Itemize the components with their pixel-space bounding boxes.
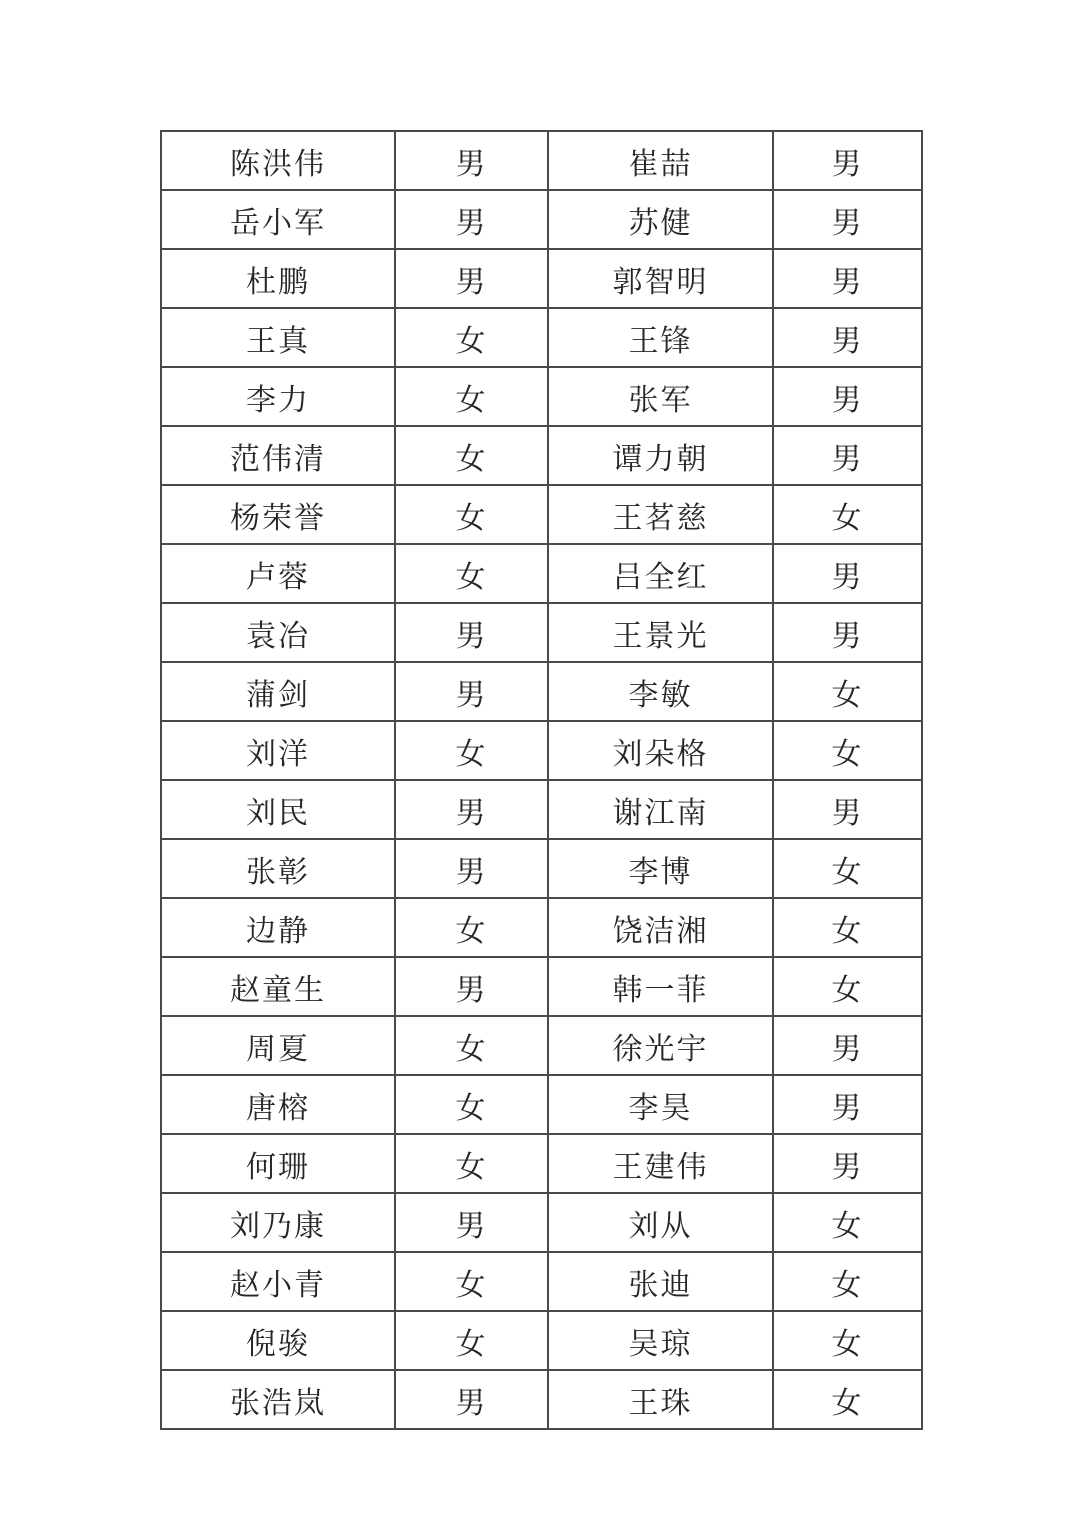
name-cell-right: 李敏 <box>548 662 773 721</box>
name-cell-right: 崔喆 <box>548 131 773 190</box>
gender-cell-right: 女 <box>773 898 922 957</box>
gender-cell-right: 男 <box>773 1016 922 1075</box>
gender-cell-right: 男 <box>773 1075 922 1134</box>
name-cell-left: 边静 <box>161 898 395 957</box>
gender-cell-left: 女 <box>395 898 548 957</box>
name-cell-right: 王锋 <box>548 308 773 367</box>
name-cell-left: 杜鹏 <box>161 249 395 308</box>
gender-cell-right: 男 <box>773 544 922 603</box>
name-cell-left: 张浩岚 <box>161 1370 395 1429</box>
gender-cell-left: 女 <box>395 1252 548 1311</box>
table-row <box>161 957 922 1016</box>
name-cell-right: 谭力朝 <box>548 426 773 485</box>
gender-cell-right: 女 <box>773 1311 922 1370</box>
table-row <box>161 367 922 426</box>
name-gender-roster-table <box>160 130 923 1430</box>
gender-cell-right: 女 <box>773 721 922 780</box>
gender-cell-left: 男 <box>395 1370 548 1429</box>
table-row <box>161 898 922 957</box>
table-row <box>161 426 922 485</box>
name-cell-left: 陈洪伟 <box>161 131 395 190</box>
gender-cell-right: 女 <box>773 957 922 1016</box>
gender-cell-left: 男 <box>395 957 548 1016</box>
name-cell-right: 徐光宇 <box>548 1016 773 1075</box>
gender-cell-right: 女 <box>773 662 922 721</box>
name-cell-left: 赵童生 <box>161 957 395 1016</box>
name-cell-left: 李力 <box>161 367 395 426</box>
table-row <box>161 249 922 308</box>
name-cell-right: 谢江南 <box>548 780 773 839</box>
gender-cell-left: 男 <box>395 249 548 308</box>
name-cell-left: 刘民 <box>161 780 395 839</box>
gender-cell-left: 女 <box>395 1075 548 1134</box>
gender-cell-left: 男 <box>395 603 548 662</box>
name-cell-left: 周夏 <box>161 1016 395 1075</box>
name-cell-right: 张迪 <box>548 1252 773 1311</box>
name-cell-left: 杨荣誉 <box>161 485 395 544</box>
table-row <box>161 603 922 662</box>
name-cell-right: 吕全红 <box>548 544 773 603</box>
name-cell-right: 王景光 <box>548 603 773 662</box>
name-cell-left: 刘洋 <box>161 721 395 780</box>
roster-table-body <box>161 131 922 1429</box>
table-row <box>161 662 922 721</box>
gender-cell-right: 女 <box>773 839 922 898</box>
gender-cell-left: 女 <box>395 367 548 426</box>
name-cell-left: 蒲剑 <box>161 662 395 721</box>
table-row <box>161 190 922 249</box>
table-row <box>161 780 922 839</box>
table-row <box>161 839 922 898</box>
gender-cell-left: 男 <box>395 131 548 190</box>
name-cell-right: 李博 <box>548 839 773 898</box>
table-row <box>161 1370 922 1429</box>
gender-cell-right: 男 <box>773 367 922 426</box>
name-cell-left: 张彰 <box>161 839 395 898</box>
table-row <box>161 1311 922 1370</box>
name-cell-right: 苏健 <box>548 190 773 249</box>
gender-cell-left: 女 <box>395 1311 548 1370</box>
gender-cell-right: 男 <box>773 249 922 308</box>
table-row <box>161 1193 922 1252</box>
gender-cell-right: 女 <box>773 1193 922 1252</box>
gender-cell-left: 女 <box>395 721 548 780</box>
name-cell-left: 岳小军 <box>161 190 395 249</box>
name-cell-left: 倪骏 <box>161 1311 395 1370</box>
table-row <box>161 485 922 544</box>
table-row <box>161 544 922 603</box>
gender-cell-left: 男 <box>395 780 548 839</box>
table-row <box>161 1134 922 1193</box>
gender-cell-left: 女 <box>395 1016 548 1075</box>
name-cell-right: 李昊 <box>548 1075 773 1134</box>
table-row <box>161 308 922 367</box>
table-row <box>161 1016 922 1075</box>
gender-cell-left: 女 <box>395 1134 548 1193</box>
name-cell-left: 袁冶 <box>161 603 395 662</box>
table-row <box>161 1252 922 1311</box>
gender-cell-left: 男 <box>395 1193 548 1252</box>
name-cell-right: 韩一菲 <box>548 957 773 1016</box>
name-cell-right: 王建伟 <box>548 1134 773 1193</box>
gender-cell-right: 男 <box>773 1134 922 1193</box>
gender-cell-left: 男 <box>395 190 548 249</box>
table-row <box>161 1075 922 1134</box>
name-cell-left: 唐榕 <box>161 1075 395 1134</box>
name-cell-right: 刘从 <box>548 1193 773 1252</box>
gender-cell-right: 女 <box>773 1252 922 1311</box>
gender-cell-right: 女 <box>773 1370 922 1429</box>
name-cell-left: 赵小青 <box>161 1252 395 1311</box>
gender-cell-right: 男 <box>773 308 922 367</box>
name-cell-right: 王茗慈 <box>548 485 773 544</box>
gender-cell-left: 男 <box>395 662 548 721</box>
gender-cell-right: 男 <box>773 131 922 190</box>
name-cell-right: 张军 <box>548 367 773 426</box>
name-cell-right: 吴琼 <box>548 1311 773 1370</box>
gender-cell-left: 女 <box>395 544 548 603</box>
gender-cell-left: 男 <box>395 839 548 898</box>
gender-cell-right: 男 <box>773 603 922 662</box>
gender-cell-right: 男 <box>773 426 922 485</box>
name-cell-right: 王珠 <box>548 1370 773 1429</box>
name-cell-left: 何珊 <box>161 1134 395 1193</box>
gender-cell-right: 男 <box>773 190 922 249</box>
name-cell-left: 王真 <box>161 308 395 367</box>
gender-cell-right: 男 <box>773 780 922 839</box>
gender-cell-left: 女 <box>395 426 548 485</box>
name-cell-left: 卢蓉 <box>161 544 395 603</box>
name-cell-right: 刘朵格 <box>548 721 773 780</box>
name-cell-left: 刘乃康 <box>161 1193 395 1252</box>
name-cell-left: 范伟清 <box>161 426 395 485</box>
table-row <box>161 131 922 190</box>
gender-cell-left: 女 <box>395 308 548 367</box>
gender-cell-right: 女 <box>773 485 922 544</box>
name-cell-right: 郭智明 <box>548 249 773 308</box>
table-row <box>161 721 922 780</box>
name-cell-right: 饶洁湘 <box>548 898 773 957</box>
gender-cell-left: 女 <box>395 485 548 544</box>
